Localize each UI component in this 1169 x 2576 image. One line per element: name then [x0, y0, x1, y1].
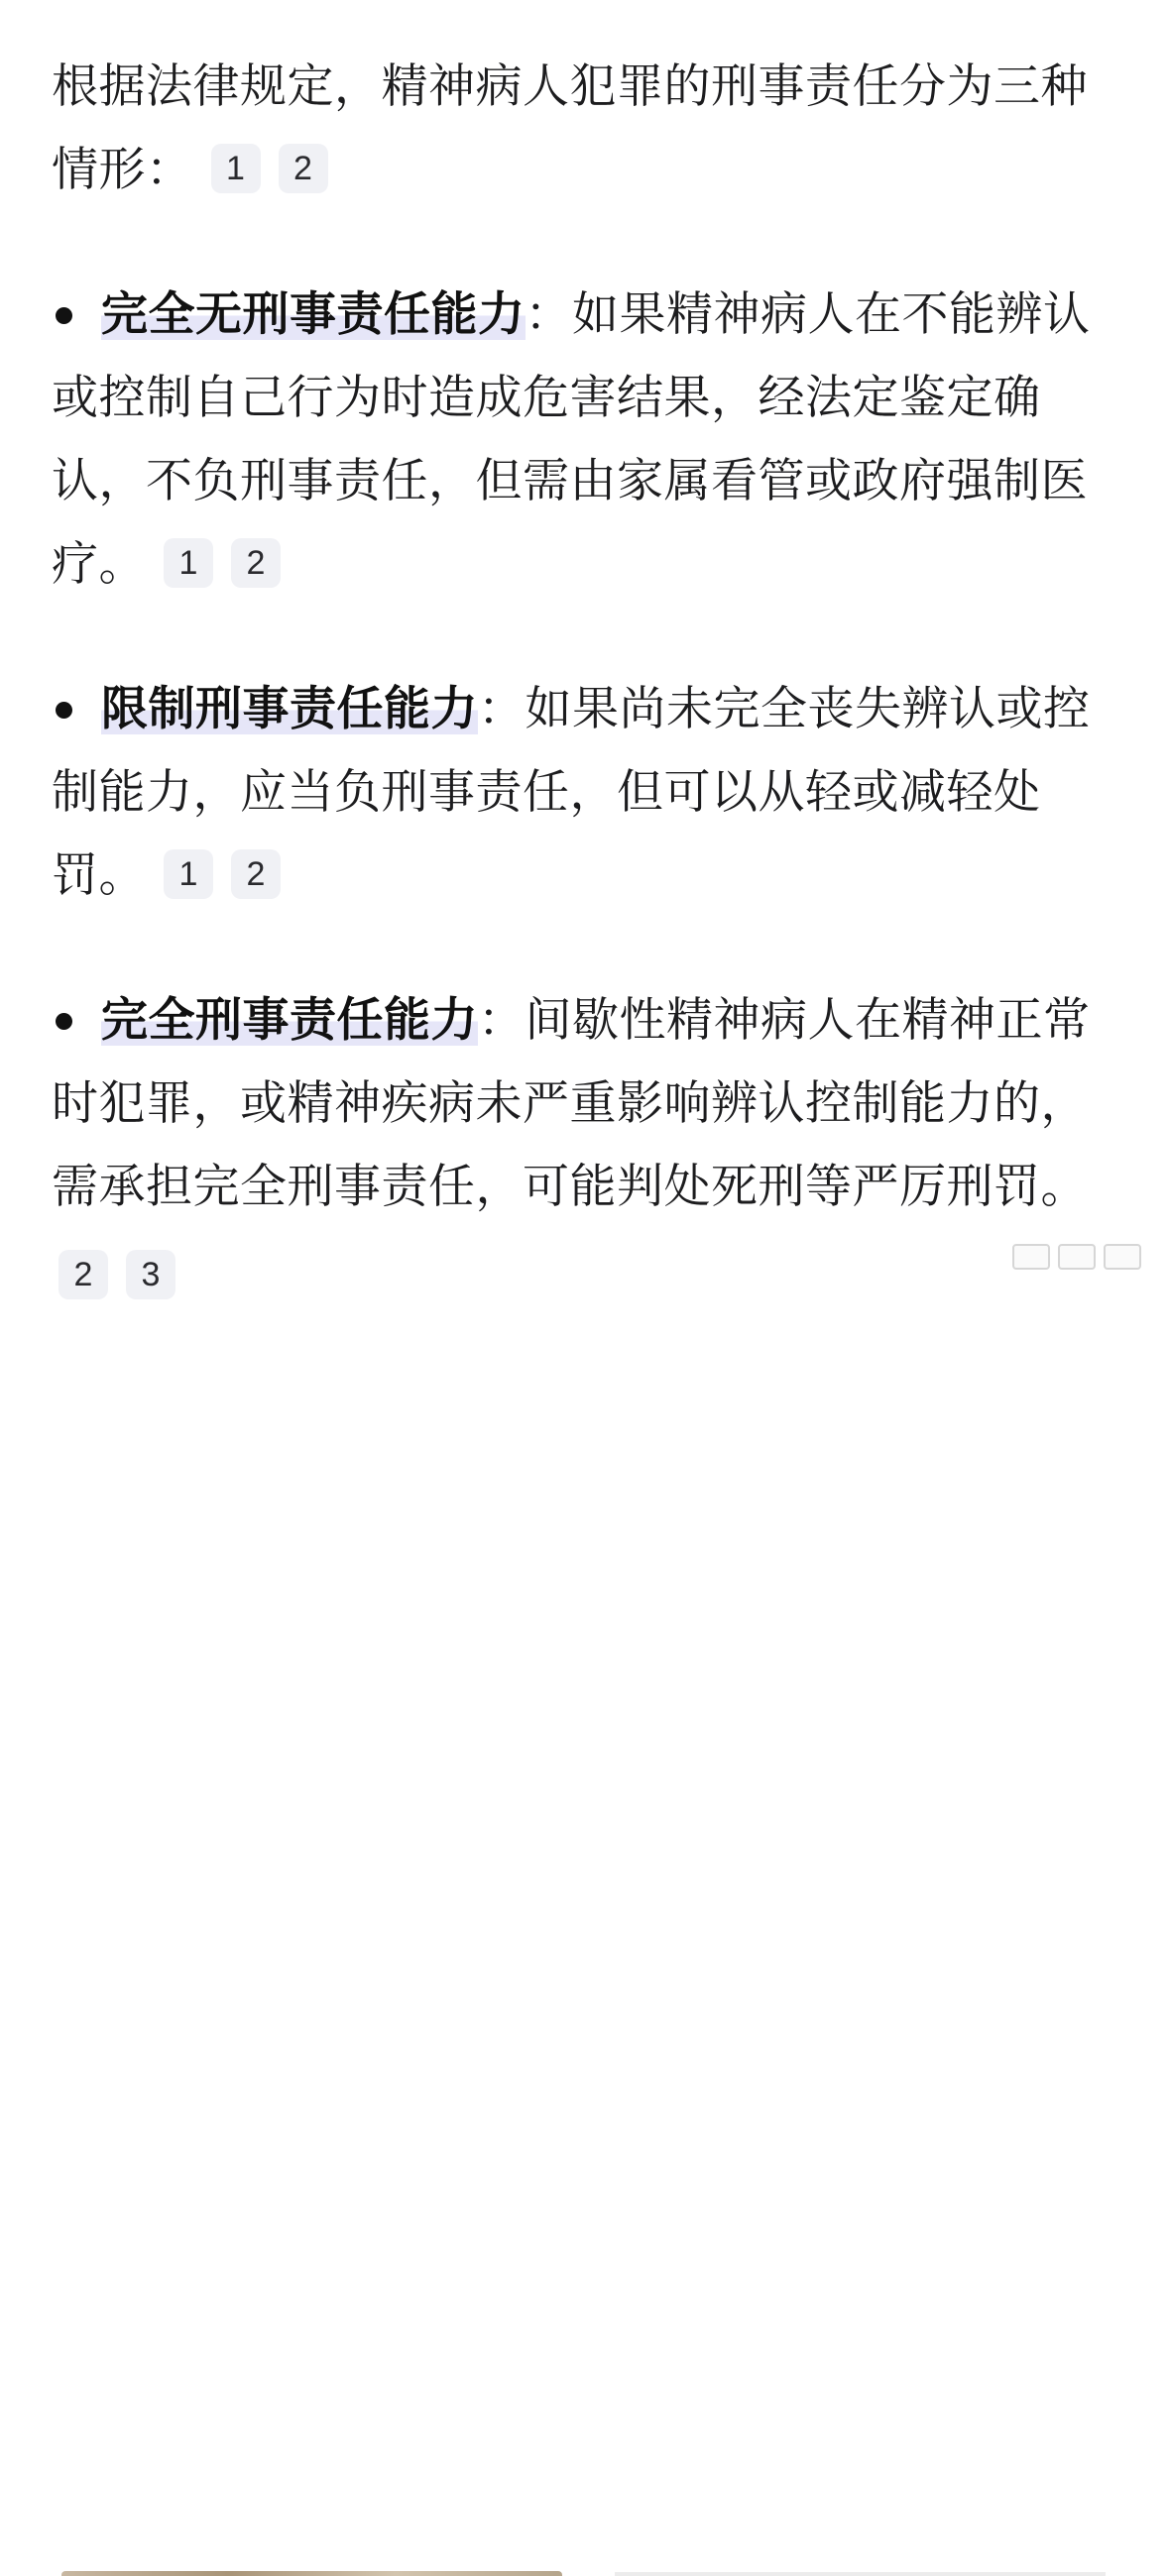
item-term: 限制刑事责任能力	[101, 682, 478, 736]
bullet-dot-icon	[56, 1013, 72, 1030]
list-item	[52, 274, 1112, 607]
item-text: 如果精神病人在不能辨认或控制自己行为时造成危害结果，经法定鉴定确认，不负刑事责任，但需由家属看管或政府强制医疗。	[52, 287, 1091, 592]
citation-badge[interactable]: 1	[211, 144, 261, 193]
intro-paragraph	[52, 46, 1112, 212]
item-colon: ：	[525, 287, 572, 342]
citation-badge[interactable]: 2	[231, 849, 281, 899]
intro-text: 根据法律规定，精神病人犯罪的刑事责任分为三种情形：	[52, 59, 1088, 197]
list-item	[52, 979, 1112, 1294]
item-colon: ：	[478, 993, 526, 1048]
citation-badge[interactable]: 1	[164, 849, 213, 899]
weibo-watermark-icon	[1012, 1235, 1143, 1275]
citation-badge[interactable]: 1	[164, 538, 213, 588]
item-colon: ：	[478, 682, 526, 736]
item-text: 如果尚未完全丧失辨认或控制能力，应当负刑事责任，但可以从轻或减轻处罚。	[52, 682, 1091, 903]
bullet-dot-icon	[56, 307, 72, 324]
citation-badge[interactable]: 2	[231, 538, 281, 588]
item-term: 完全无刑事责任能力	[101, 287, 526, 342]
item-text: 间歇性精神病人在精神正常时犯罪，或精神疾病未严重影响辨认控制能力的，需承担完全刑事责任，可能判处死刑等严厉刑罚。	[52, 993, 1091, 1214]
preview-image-right[interactable]	[615, 2572, 1106, 2576]
citation-badge[interactable]: 3	[126, 1250, 175, 1299]
item-term: 完全刑事责任能力	[101, 993, 478, 1048]
citation-badge[interactable]: 2	[279, 144, 328, 193]
bullet-dot-icon	[56, 702, 72, 719]
preview-image-left[interactable]	[61, 2571, 562, 2576]
answer-content	[52, 46, 1112, 1294]
responsibility-list	[52, 274, 1112, 1294]
next-content-preview	[0, 1285, 1169, 1291]
citation-badge[interactable]: 2	[58, 1250, 108, 1299]
list-item	[52, 668, 1112, 918]
